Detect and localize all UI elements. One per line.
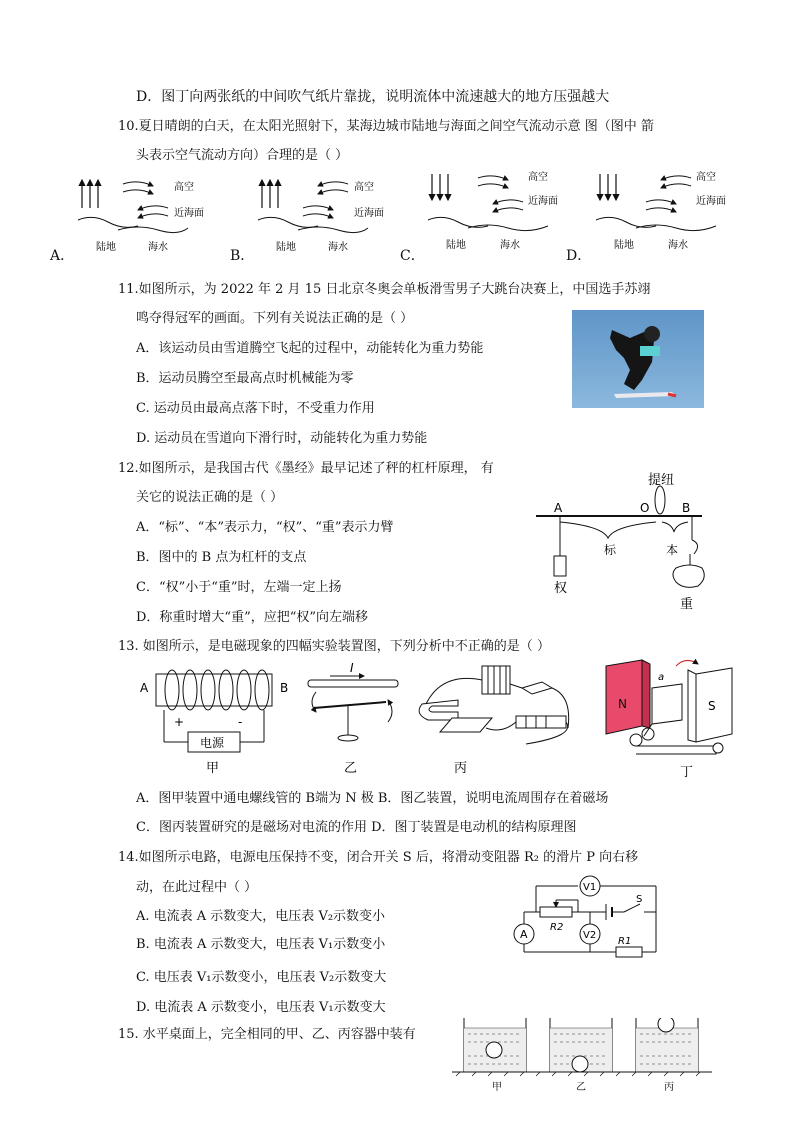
- q14-circuit-figure: [506, 872, 666, 962]
- label-quan: 权: [554, 581, 568, 596]
- label-a-lower: a: [658, 672, 665, 683]
- label-bing: 丙: [454, 761, 468, 774]
- q11-option-d: D. 运动员在雪道向下滑行时，动能转化为重力势能: [136, 431, 428, 446]
- label-zhong: 重: [680, 597, 694, 612]
- q13-stem: 13. 如图所示，是电磁现象的四幅实验装置图，下列分析中不正确的是（ ）: [118, 639, 550, 654]
- label-r2: R2: [550, 922, 564, 933]
- svg-text:陆地: 陆地: [446, 240, 466, 251]
- q10-stem-line2: 头表示空气流动方向）合理的是（ ）: [136, 148, 349, 163]
- q14-option-a: A. 电流表 A 示数变大，电压表 V₂示数变小: [136, 909, 386, 924]
- label-n: N: [618, 697, 627, 711]
- q11-option-c: C. 运动员由最高点落下时，不受重力作用: [136, 401, 375, 416]
- q13-figure-bing: [412, 660, 580, 774]
- q12-option-d: D．称重时增大“重”，应把“权”向左端移: [136, 610, 369, 625]
- q12-stem-line1: 12.如图所示，是我国古代《墨经》最早记述了秤的杠杆原理， 有: [118, 461, 494, 476]
- label-current-i: I: [350, 662, 354, 675]
- label-high-altitude: 高空: [174, 182, 194, 193]
- q11-stem-line2: 鸣夺得冠军的画面。下列有关说法正确的是（ ）: [136, 311, 414, 326]
- q11-option-a: A．该运动员由雪道腾空飞起的过程中，动能转化为重力势能: [136, 341, 484, 356]
- label-minus: -: [238, 715, 243, 729]
- q10-diagram-b: [258, 180, 384, 253]
- label-v1: V1: [583, 882, 597, 893]
- label-o: O: [640, 501, 650, 515]
- q12-option-a: A．“标”、“本”表示力，“权”、“重”表示力臂: [136, 520, 394, 535]
- q12-stem-line2: 关它的说法正确的是（ ）: [136, 490, 284, 505]
- q13-figure-yi: [300, 662, 410, 774]
- label-a: A: [140, 681, 149, 695]
- q10-option-d: D．: [566, 248, 592, 264]
- label-yi: 乙: [576, 1082, 586, 1093]
- snowboarder-photo: [572, 310, 704, 408]
- q10-figure: [40, 168, 740, 263]
- label-tinu: 提纽: [648, 473, 675, 488]
- q15-stem: 15. 水平桌面上，完全相同的甲、乙、丙容器中装有: [118, 1027, 416, 1042]
- q13-figure-ding: [596, 648, 746, 778]
- svg-text:海水: 海水: [668, 240, 688, 251]
- label-jia: 甲: [492, 1082, 502, 1093]
- q14-option-b: B. 电流表 A 示数变大，电压表 V₁示数变小: [136, 937, 386, 952]
- label-sea: 海水: [148, 242, 168, 253]
- q10-diagram-a: [78, 180, 204, 253]
- q12-steelyard-figure: [530, 470, 730, 612]
- svg-text:高空: 高空: [696, 172, 716, 183]
- q11-stem-line1: 11.如图所示，为 2022 年 2 月 15 日北京冬奥会单板滑雪男子大跳台决赛上，中国选手苏翊: [118, 282, 651, 297]
- label-plus: +: [174, 715, 185, 729]
- label-power: 电源: [200, 736, 225, 750]
- q13-options-cd: C．图丙装置研究的是磁场对电流的作用 D．图丁装置是电动机的结构原理图: [136, 820, 577, 835]
- q9-option-d: D．图丁向两张纸的中间吹气纸片靠拢，说明流体中流速越大的地方压强越大: [136, 89, 610, 105]
- q12-option-b: B．图中的 B 点为杠杆的支点: [136, 550, 307, 565]
- q14-option-c: C. 电压表 V₁示数变小，电压表 V₂示数变大: [136, 970, 387, 985]
- label-jia: 甲: [206, 761, 220, 774]
- q12-option-c: C．“权”小于“重”时，左端一定上扬: [136, 580, 342, 595]
- label-land: 陆地: [96, 242, 116, 253]
- svg-text:高空: 高空: [354, 182, 374, 193]
- q10-option-a: A．: [50, 248, 75, 264]
- q14-stem-line2: 动，在此过程中（ ）: [136, 880, 258, 895]
- label-ben: 本: [666, 543, 679, 557]
- label-r1: R1: [618, 936, 632, 947]
- q13-options-ab: A．图甲装置中通电螺线管的 B端为 N 极 B．图乙装置，说明电流周围存在着磁场: [136, 791, 609, 806]
- label-a: A: [554, 501, 563, 515]
- label-near-sea: 近海面: [174, 208, 204, 219]
- svg-text:海水: 海水: [328, 242, 348, 253]
- svg-text:陆地: 陆地: [276, 242, 296, 253]
- label-b: B: [682, 501, 691, 515]
- svg-text:高空: 高空: [528, 172, 548, 183]
- q10-diagram-d: [596, 170, 726, 251]
- q14-stem-line1: 14.如图所示电路，电源电压保持不变，闭合开关 S 后，将滑动变阻器 R₂ 的滑片 P 向右移: [118, 850, 639, 865]
- q14-option-d: D. 电流表 A 示数变小，电压表 V₁示数变大: [136, 1000, 386, 1015]
- svg-text:陆地: 陆地: [614, 240, 634, 251]
- svg-text:近海面: 近海面: [696, 196, 726, 207]
- q13-figure-jia: [134, 664, 304, 774]
- svg-text:近海面: 近海面: [354, 208, 384, 219]
- label-ammeter-a: A: [520, 928, 528, 941]
- label-biao: 标: [604, 543, 617, 557]
- label-v2: V2: [583, 930, 597, 941]
- q11-option-b: B．运动员腾空至最高点时机械能为零: [136, 371, 354, 386]
- label-b: B: [280, 681, 289, 695]
- svg-text:海水: 海水: [500, 240, 520, 251]
- label-yi: 乙: [344, 761, 358, 774]
- q10-diagram-c: [428, 170, 558, 251]
- label-switch-s: S: [636, 894, 643, 905]
- q15-containers-figure: [452, 1018, 724, 1094]
- label-s: S: [708, 699, 716, 713]
- label-ding: 丁: [680, 765, 694, 778]
- q10-option-c: C．: [400, 248, 425, 264]
- label-bing: 丙: [664, 1082, 674, 1093]
- q10-stem-line1: 10.夏日晴朗的白天，在太阳光照射下，某海边城市陆地与海面之间空气流动示意 图（图中 箭: [118, 119, 654, 134]
- svg-text:近海面: 近海面: [528, 196, 558, 207]
- q10-option-b: B．: [230, 248, 255, 264]
